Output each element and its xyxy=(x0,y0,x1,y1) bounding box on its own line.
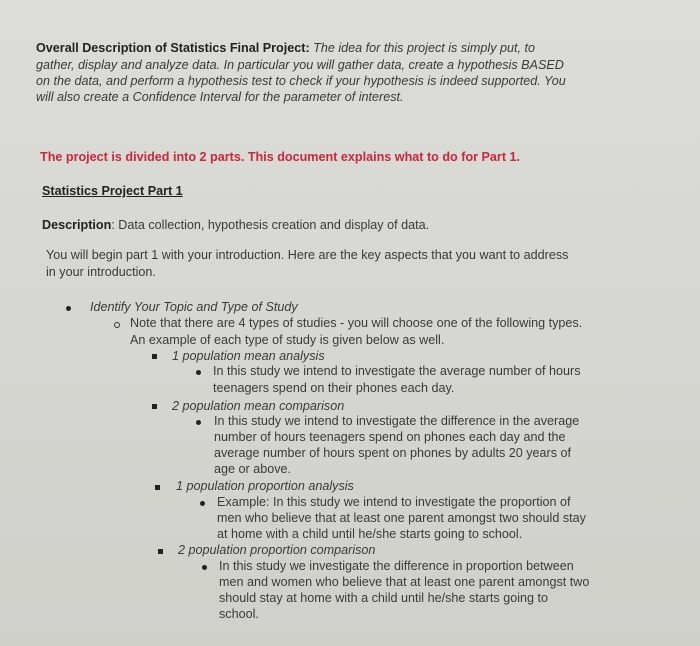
intro-line: You will begin part 1 with your introduction. Here are the key aspects that you want to address xyxy=(46,248,569,262)
example-line: In this study we intend to investigate the average number of hours xyxy=(213,364,581,378)
square-bullet-icon xyxy=(152,354,157,359)
example-line: teenagers spend on their phones each day. xyxy=(213,381,455,395)
note-line: Note that there are 4 types of studies - you will choose one of the following types. xyxy=(130,316,583,330)
overview-line: Overall Description of Statistics Final Project: The idea for this project is simply put, to xyxy=(36,41,536,55)
example-line: number of hours teenagers spend on phones each day and the xyxy=(214,430,566,444)
study-type: 1 population proportion analysis xyxy=(176,479,354,493)
overview-heading: Overall Description of Statistics Final Project: xyxy=(36,41,310,55)
bullet-icon xyxy=(66,306,71,311)
example-line: In this study we intend to investigate the difference in the average xyxy=(214,414,580,428)
bullet-icon xyxy=(202,565,207,570)
example-line: should stay at home with a child until he/she starts going to xyxy=(219,591,549,605)
circle-bullet-icon xyxy=(114,322,120,328)
overview-line: on the data, and perform a hypothesis test to check if your hypothesis is indeed supported. You xyxy=(36,74,566,88)
intro-line: in your introduction. xyxy=(46,265,156,279)
example-line: men and women who believe that at least one parent amongst two xyxy=(219,575,590,589)
list-item-topic: Identify Your Topic and Type of Study xyxy=(90,300,298,314)
description-line: Description: Data collection, hypothesis creation and display of data. xyxy=(42,218,430,232)
square-bullet-icon xyxy=(152,404,157,409)
overview-line: gather, display and analyze data. In particular you will gather data, create a hypothesis BASED xyxy=(36,58,564,72)
square-bullet-icon xyxy=(155,485,160,490)
example-line: men who believe that at least one parent amongst two should stay xyxy=(217,511,586,525)
overview-line: will also create a Confidence Interval for the parameter of interest. xyxy=(36,90,404,104)
study-type: 1 population mean analysis xyxy=(172,349,325,363)
example-line: school. xyxy=(219,607,259,621)
description-label: Description xyxy=(42,218,112,232)
bullet-icon xyxy=(200,501,205,506)
bullet-icon xyxy=(196,420,201,425)
study-type: 2 population proportion comparison xyxy=(178,543,376,557)
example-line: age or above. xyxy=(214,462,292,476)
example-line: at home with a child until he/she starts going to school. xyxy=(217,527,523,541)
example-line: Example: In this study we intend to investigate the proportion of xyxy=(217,495,571,509)
example-line: average number of hours spent on phones by adults 20 years of xyxy=(214,446,572,460)
part-title: Statistics Project Part 1 xyxy=(42,184,183,198)
study-type: 2 population mean comparison xyxy=(172,399,345,413)
example-line: In this study we investigate the difference in proportion between xyxy=(219,559,574,573)
bullet-icon xyxy=(196,370,201,375)
square-bullet-icon xyxy=(158,549,163,554)
notice-text: The project is divided into 2 parts. This document explains what to do for Part 1. xyxy=(40,150,521,164)
note-line: An example of each type of study is given below as well. xyxy=(130,333,445,347)
